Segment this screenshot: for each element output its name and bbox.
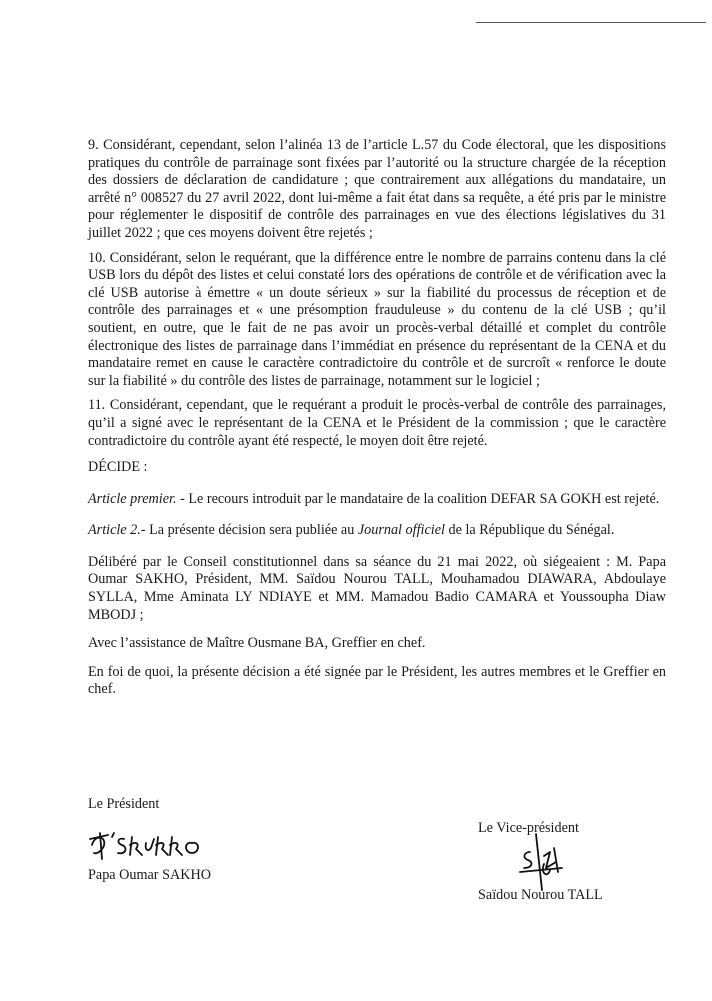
header-rule [476, 22, 706, 23]
president-signature-block [88, 796, 288, 884]
president-role: Le Président [88, 796, 160, 812]
decide-heading: DÉCIDE : [88, 459, 148, 476]
article-2-text-after: de la République du Sénégal. [444, 522, 615, 539]
deliberation-paragraph: Délibéré par le Conseil constitutionnel dans sa séance du 21 mai 2022, où siégeaient : M. Papa Oumar SAKHO, Président, MM. Saïdou Nourou TALL, Mouhamadou DIAWARA, Abdoulaye SYLLA, Mme Aminata LY NDIAYE et MM. Mamadou Badio CAMARA et Youssoupha Diaw MBODJ ; [88, 553, 666, 623]
vice-president-name: Saïdou Nourou TALL [478, 887, 603, 903]
paragraph-9: 9. Considérant, cependant, selon l’alinéa 13 de l’article L.57 du Code électoral, que les dispositions pratiques du contrôle de parrainage sont fixées par l’autorité ou la structure chargée de la réception des dossiers de déclaration de candidature ; que contrairement aux allégations du mandataire, un arrêté n° 008527 du 27 avril 2022, dont lui-même a fait état dans sa requête, a été pris par le ministre pour réglementer le dispositif de contrôle des parrainages en vue des élections législatives du 31 juillet 2022 ; que ces moyens doivent être rejetés ; [88, 137, 666, 241]
article-premier-text: - Le recours introduit par le mandataire de la coalition DEFAR SA GOKH est rejeté. [176, 490, 660, 507]
decision-body [88, 137, 666, 710]
paragraph-10: 10. Considérant, selon le requérant, que la différence entre le nombre de parrains contenu dans la clé USB lors du dépôt des listes et celui constaté lors des opérations de contrôle et de vérification avec la clé USB autorise à émettre « un doute sérieux » sur la fiabilité du processus de réception et de contrôle des parrainages et « une présomption frauduleuse » du contenu de la clé USB ; qu’il soutient, en outre, que le fait de ne pas avoir un procès-verbal détaillé et complet du contrôle électronique des listes de parrainage dans l’immédiat en présence du représentant de la CENA et du mandataire remet en cause le caractère contradictoire du contrôle et de surcroît « renforce le doute sur la fiabilité » du contrôle des listes de parrainage, notamment sur le logiciel ; [88, 249, 666, 389]
journal-officiel: Journal officiel [357, 522, 445, 539]
article-2 [88, 522, 666, 540]
president-name: Papa Oumar SAKHO [88, 867, 211, 883]
assistance-paragraph: Avec l’assistance de Maître Ousmane BA, Greffier en chef. [88, 635, 426, 652]
paragraph-11: 11. Considérant, cependant, que le requérant a produit le procès-verbal de contrôle des parrainages, qu’il a signé avec le représentant de la CENA et le Président de la commission ; que le caractère contradictoire du contrôle ayant été respecté, le moyen doit être rejeté. [88, 397, 666, 449]
signed-paragraph: En foi de quoi, la présente décision a été signée par le Président, les autres membres et le Greffier en chef. [88, 663, 666, 698]
article-2-label: Article 2. [88, 522, 141, 539]
article-2-text-before: - La présente décision sera publiée au [140, 522, 358, 539]
vice-president-signature-block [478, 820, 688, 904]
vice-president-role: Le Vice-président [478, 820, 579, 836]
article-premier [88, 491, 666, 509]
article-premier-label: Article premier. [88, 490, 177, 507]
handwritten-signature-icon [88, 825, 228, 865]
